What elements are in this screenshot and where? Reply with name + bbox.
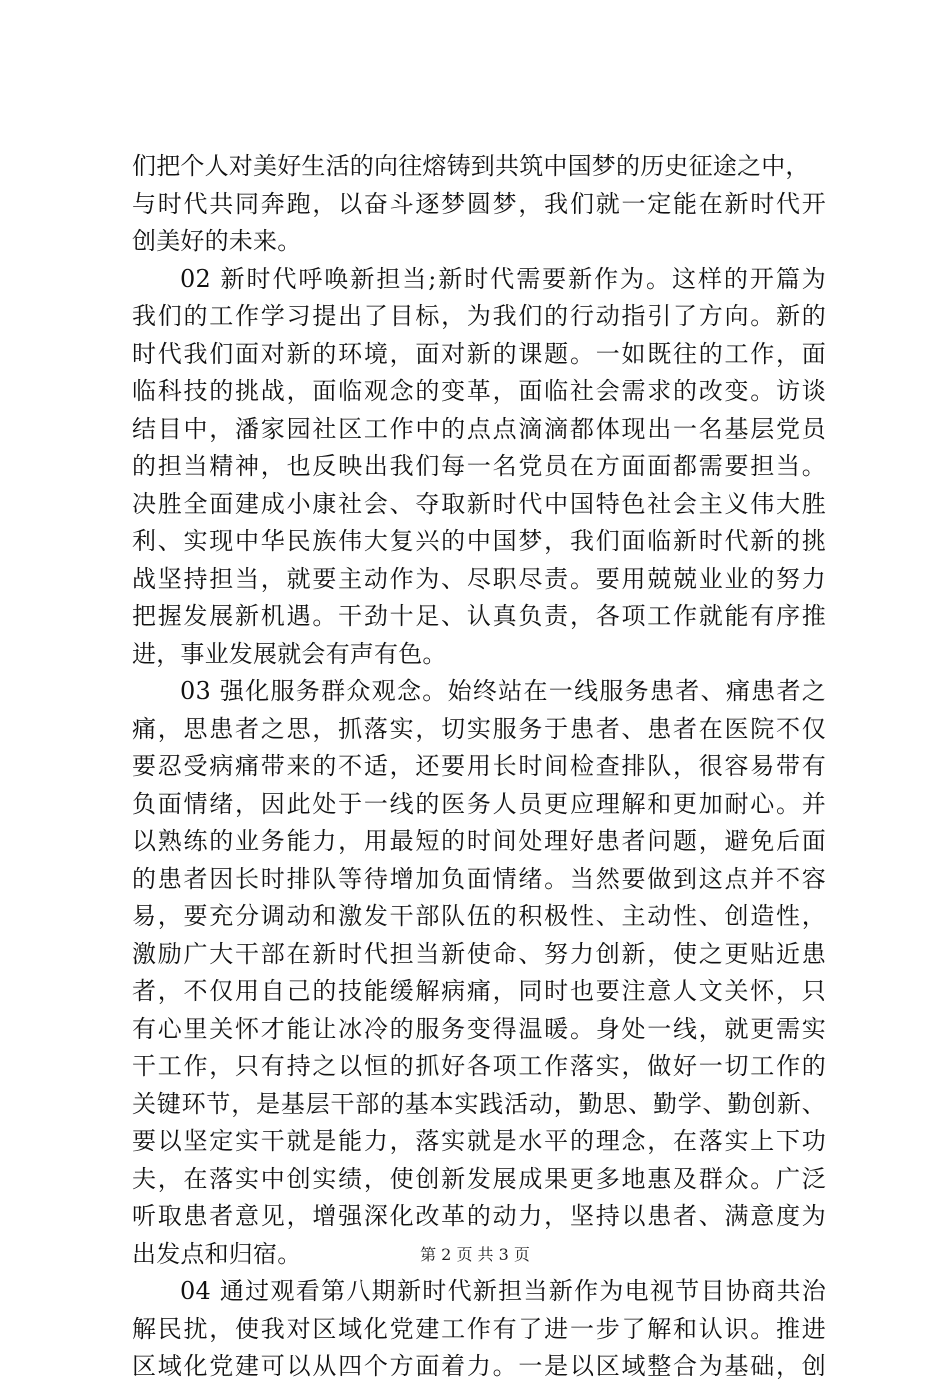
text-line: 听取患者意见，增强深化改革的动力，坚持以患者、满意度为 bbox=[132, 1202, 826, 1230]
text-line: 与时代共同奔跑，以奋斗逐梦圆梦，我们就一定能在新时代开 bbox=[132, 189, 826, 218]
text-line: 临科技的挑战，面临观念的变革，面临社会需求的改变。访谈 bbox=[132, 377, 826, 405]
text-line: 者，不仅用自己的技能缓解病痛，同时也要注意人文关怀，只 bbox=[132, 977, 826, 1005]
text-line: 出发点和归宿。 bbox=[132, 1239, 302, 1268]
text-line: 的担当精神，也反映出我们每一名党员在方面面都需要担当。 bbox=[132, 452, 826, 480]
text-line: 决胜全面建成小康社会、夺取新时代中国特色社会主义伟大胜 bbox=[132, 489, 826, 518]
text-line: 进，事业发展就会有声有色。 bbox=[132, 639, 447, 668]
text-line: 区域化党建可以从四个方面着力。一是以区域整合为基础，创 bbox=[132, 1352, 826, 1380]
text-line: 结目中，潘家园社区工作中的点点滴滴都体现出一名基层党员 bbox=[132, 414, 826, 443]
text-line: 夫，在落实中创实绩，使创新发展成果更多地惠及群众。广泛 bbox=[132, 1164, 826, 1193]
text-line: 创美好的未来。 bbox=[132, 227, 302, 255]
text-line: 们把个人对美好生活的向往熔铸到共筑中国梦的历史征途之中， bbox=[132, 152, 810, 180]
text-line: 负面情绪，因此处于一线的医务人员更应理解和更加耐心。并 bbox=[132, 789, 826, 818]
paragraph-start-line: 02 新时代呼唤新担当;新时代需要新作为。这样的开篇为 bbox=[180, 264, 826, 293]
text-line: 要忍受病痛带来的不适，还要用长时间检查排队，很容易带有 bbox=[132, 752, 826, 780]
text-line: 要以坚定实干就是能力，落实就是水平的理念，在落实上下功 bbox=[132, 1127, 826, 1155]
text-line: 痛，思患者之思，抓落实，切实服务于患者、患者在医院不仅 bbox=[132, 714, 826, 743]
text-line: 的患者因长时排队等待增加负面情绪。当然要做到这点并不容 bbox=[132, 864, 826, 893]
paragraph-start-line: 04 通过观看第八期新时代新担当新作为电视节目协商共治 bbox=[180, 1277, 826, 1305]
text-line: 把握发展新机遇。干劲十足、认真负责，各项工作就能有序推 bbox=[132, 602, 826, 630]
text-line: 激励广大干部在新时代担当新使命、努力创新，使之更贴近患 bbox=[132, 939, 826, 968]
text-line: 解民扰，使我对区域化党建工作有了进一步了解和认识。推进 bbox=[132, 1314, 826, 1343]
text-line: 干工作，只有持之以恒的抓好各项工作落实，做好一切工作的 bbox=[132, 1052, 826, 1080]
document-body bbox=[132, 148, 826, 1386]
page-footer: 第 2 页 共 3 页 bbox=[420, 1245, 530, 1264]
text-line: 易，要充分调动和激发干部队伍的积极性、主动性、创造性， bbox=[132, 902, 826, 930]
text-line: 我们的工作学习提出了目标，为我们的行动指引了方向。新的 bbox=[132, 302, 826, 330]
text-line: 以熟练的业务能力，用最短的时间处理好患者问题，避免后面 bbox=[132, 827, 826, 855]
text-line: 利、实现中华民族伟大复兴的中国梦，我们面临新时代新的挑 bbox=[132, 527, 826, 555]
text-line: 时代我们面对新的环境，面对新的课题。一如既往的工作，面 bbox=[132, 339, 826, 368]
text-line: 有心里关怀才能让冰冷的服务变得温暖。身处一线，就更需实 bbox=[132, 1014, 826, 1043]
text-line: 战坚持担当，就要主动作为、尽职尽责。要用兢兢业业的努力 bbox=[132, 564, 826, 593]
text-line: 关键环节，是基层干部的基本实践活动，勤思、勤学、勤创新、 bbox=[132, 1089, 826, 1118]
paragraph-start-line: 03 强化服务群众观念。始终站在一线服务患者、痛患者之 bbox=[180, 677, 826, 705]
